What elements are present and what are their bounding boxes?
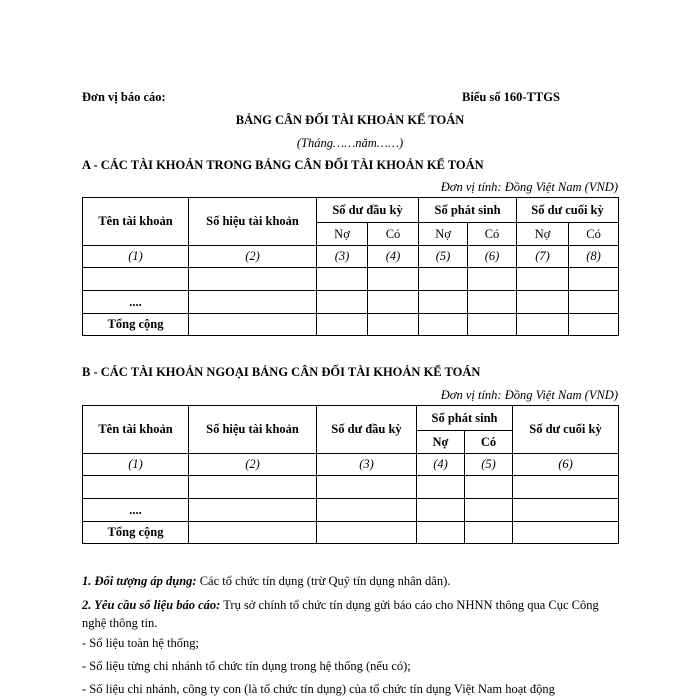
col-movement-credit: Có [468,223,517,246]
section-b-heading: B - CÁC TÀI KHOẢN NGOẠI BẢNG CÂN ĐỐI TÀI KHOẢN KẾ TOÁN [82,365,481,379]
list-item: - Số liệu từng chi nhánh tổ chức tín dụng trong hệ thống (nếu có); [82,659,411,673]
section-a-table [82,197,619,336]
note-applicable-entities [82,572,622,590]
table-row [83,476,619,499]
list-item: - Số liệu chi nhánh, công ty con (là tổ chức tín dụng) của tổ chức tín dụng Việt Nam hoạt động [82,682,555,696]
section-b-table [82,405,619,544]
col-number: (5) [465,454,513,476]
col-account-number: Số hiệu tài khoản [189,406,317,454]
col-number: (8) [569,246,619,268]
table-row [83,268,619,291]
column-number-row [83,454,619,476]
col-closing-balance: Số dư cuối kỳ [517,198,619,223]
col-movement-debit: Nợ [417,431,465,454]
reporting-unit-label: Đơn vị báo cáo: [82,90,166,104]
col-account-name: Tên tài khoản [83,406,189,454]
col-number: (1) [83,246,189,268]
col-opening-balance: Số dư đầu kỳ [317,198,419,223]
section-a-heading: A - CÁC TÀI KHOẢN TRONG BẢNG CÂN ĐỐI TÀI KHOẢN KẾ TOÁN [82,158,484,172]
page-title: BẢNG CÂN ĐỐI TÀI KHOẢN KẾ TOÁN [235,113,465,127]
col-number: (1) [83,454,189,476]
total-row [83,314,619,336]
column-number-row [83,246,619,268]
col-number: (4) [417,454,465,476]
col-movement-debit: Nợ [419,223,468,246]
note-2-label: 2. Yêu cầu số liệu báo cáo: [82,598,221,612]
table-row [83,291,619,314]
section-b-unit: Đơn vị tính: Đồng Việt Nam (VND) [440,388,618,402]
list-item: - Số liệu toàn hệ thống; [82,636,199,650]
col-number: (2) [189,454,317,476]
col-period-movement: Số phát sinh [419,198,517,223]
note-1-label: 1. Đối tượng áp dụng: [82,574,197,588]
ellipsis-cell: .... [83,499,189,522]
note-data-requirements [82,596,622,632]
header-row [83,406,619,431]
col-closing-debit: Nợ [517,223,569,246]
section-a-unit: Đơn vị tính: Đồng Việt Nam (VND) [440,180,618,194]
col-period-movement: Số phát sinh [417,406,513,431]
col-account-number: Số hiệu tài khoản [189,198,317,246]
note-2-text: Trụ sở chính tổ chức tín dụng gửi báo cáo cho NHNN thông qua Cục Công nghệ thông tin. [82,598,599,630]
col-number: (2) [189,246,317,268]
col-movement-credit: Có [465,431,513,454]
ellipsis-cell: .... [83,291,189,314]
col-opening-balance: Số dư đầu kỳ [317,406,417,454]
period-line: (Tháng……năm……) [296,136,404,150]
col-opening-credit: Có [368,223,419,246]
header-row [83,198,619,223]
note-1-text: Các tổ chức tín dụng (trừ Quỹ tín dụng nhân dân). [196,574,451,588]
col-number: (7) [517,246,569,268]
col-number: (4) [368,246,419,268]
col-number: (3) [317,246,368,268]
table-row [83,499,619,522]
form-number: Biểu số 160-TTGS [462,90,560,104]
col-opening-debit: Nợ [317,223,368,246]
col-number: (5) [419,246,468,268]
col-closing-credit: Có [569,223,619,246]
col-number: (3) [317,454,417,476]
total-label: Tổng cộng [83,314,189,336]
col-closing-balance: Số dư cuối kỳ [513,406,619,454]
col-account-name: Tên tài khoản [83,198,189,246]
total-row [83,522,619,544]
total-label: Tổng cộng [83,522,189,544]
col-number: (6) [513,454,619,476]
col-number: (6) [468,246,517,268]
